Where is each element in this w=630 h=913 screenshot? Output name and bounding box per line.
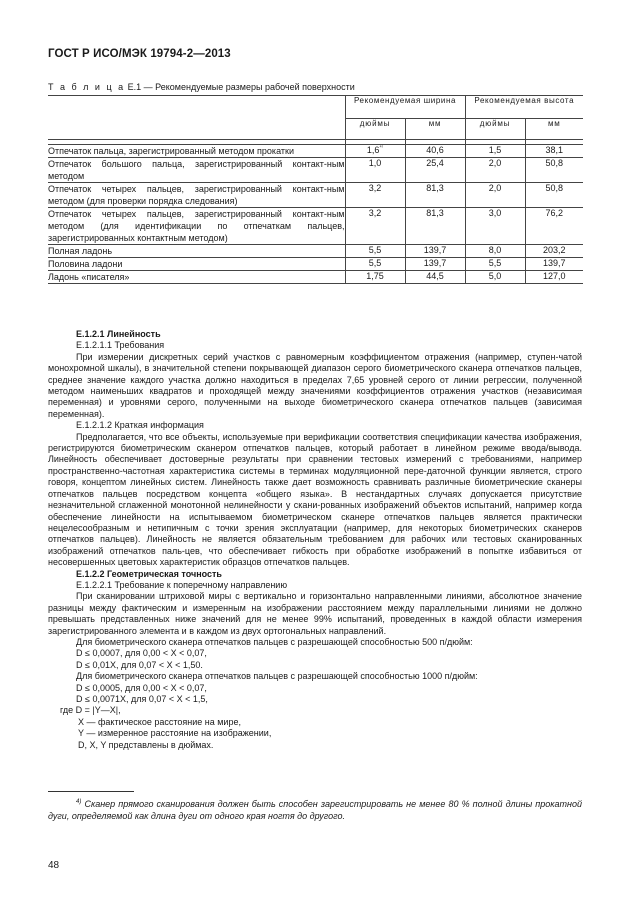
formula-line: D ≤ 0,0005, для 0,00 < X < 0,07,	[76, 682, 207, 693]
unit-header: дюймы	[345, 119, 405, 140]
height-mm: 50,8	[525, 183, 583, 208]
table-row	[48, 245, 583, 258]
width-mm: 81,3	[405, 183, 465, 208]
document-header: ГОСТ Р ИСО/МЭК 19794-2—2013	[48, 48, 231, 60]
width-mm: 25,4	[405, 158, 465, 183]
table-caption	[48, 82, 355, 92]
footnote-mark: 4)	[76, 799, 82, 805]
formula-line: D ≤ 0,0071X, для 0,07 < X < 1,5,	[76, 694, 208, 704]
table-row	[48, 271, 583, 284]
unit-header: мм	[405, 119, 465, 140]
row-description: Отпечаток пальца, зарегистрированный методом прокатки	[48, 145, 345, 158]
page-number: 48	[48, 860, 60, 871]
table-row	[48, 158, 583, 183]
width-inches: 3,2	[345, 208, 405, 245]
unit-header: мм	[525, 119, 583, 140]
paragraph: Предполагается, что все объекты, используемые при верификации соответствия спецификации качества изображения, регистрируются биометрическим сканером отпечатков пальцев, который работает в линейном режиме ввода/вывода. Линейность обеспечивает достоверные результаты при сравнении тестовых измерений с требованиями, например пространственно-частотная характеристика системы в терминах модуляционной пере-даточной функции является, строго говоря, концептом линейных систем. Линейность также дает возможность сравнивать различные биометрические сканеры отпечатков пальцев посредством концепта «общего языка». В нестандартных случаях допускается присутствие незначительной сглаженной монотонной нелинейности у скани-рованных изображений объектов испытаний, например когда обеспечение линейности на испытываемом биометрическом сканере отпечатков пальцев является практически нецелесообразным и нетипичным с точки зрения эксплуатации (например, для некоторых биометрических сканеров отпечатков пальцев). Линейность не является обязательным требованием для рабочих или тестовых сканированных изображений отпечатков паль-цев, что обеспечивает гибкость при обработке изображений в попытке избавиться от несовершенных цветовых характеристик образцов отпечатков пальцев.	[48, 431, 582, 568]
formula-line: D ≤ 0,01X, для 0,07 < X < 1,50.	[76, 659, 203, 670]
width-inches: 5,5	[345, 258, 405, 271]
height-mm: 76,2	[525, 208, 583, 245]
height-inches: 2,0	[465, 158, 525, 183]
table-header-blank	[48, 96, 345, 140]
section-heading: Е.1.2.1 Линейность	[76, 329, 161, 339]
unit-header: дюймы	[465, 119, 525, 140]
row-description: Отпечаток четырех пальцев, зарегистрированный контакт-ным методом (для проверки порядка следования)	[48, 184, 345, 206]
section-heading: Е.1.2.2 Геометрическая точность	[76, 568, 222, 579]
formula-line: где D = |Y—X|,	[60, 705, 121, 716]
footnote-text: Сканер прямого сканирования должен быть способен зарегистрировать не менее 80 % полной длины прокатной дуги, определяемой как длина дуги от одного края ногтя до другого.	[48, 799, 582, 821]
table-row	[48, 258, 583, 271]
subsection-heading: Е.1.2.1.2 Краткая информация	[76, 420, 204, 431]
formula-line: D, X, Y представлены в дюймах.	[78, 739, 214, 750]
width-inches: 3,2	[345, 183, 405, 208]
row-description: Ладонь «писателя»	[48, 271, 345, 284]
footnote-divider	[48, 791, 134, 792]
width-inches: 5,5	[345, 245, 405, 258]
table-body	[48, 145, 583, 284]
header-width: Рекомендуемая ширина	[345, 96, 465, 119]
width-mm: 44,5	[405, 271, 465, 284]
height-inches: 8,0	[465, 245, 525, 258]
height-inches: 5,0	[465, 271, 525, 284]
height-inches: 3,0	[465, 208, 525, 245]
table-row	[48, 145, 583, 158]
header-height: Рекомендуемая высота	[465, 96, 583, 119]
width-inches: 1,6$^{^{4)}}$	[345, 145, 405, 158]
height-inches: 1,5	[465, 145, 525, 158]
height-mm: 50,8	[525, 158, 583, 183]
row-description: Половина ладони	[48, 258, 345, 271]
formula-line: Для биометрического сканера отпечатков пальцев с разрешающей способностью 1000 п/дюйм:	[76, 671, 478, 682]
table-caption-prefix: Т а б л и ц а	[48, 82, 126, 92]
subsection-heading: Е.1.2.1.1 Требования	[76, 340, 165, 351]
dimensions-table	[48, 95, 583, 284]
width-inches: 1,75	[345, 271, 405, 284]
paragraph: При сканировании штриховой миры с вертикально и горизонтально направленными линиями, абсолютное значение разницы между фактическим и измеренным на изображении расстоянием между параллельными линиями не должно превышать представленных ниже значений для не менее 99% испытаний, проведенных в каждой области измерения зарегистрированного элемента и в каждом из двух ортогональных направлений.	[48, 591, 582, 636]
width-mm: 139,7	[405, 245, 465, 258]
row-description: Отпечаток четырех пальцев, зарегистрированный контакт-ным методом (для идентификации по отпечаткам пальцев, зарегистрированных контактным методом)	[48, 209, 345, 243]
row-description: Отпечаток большого пальца, зарегистрированный контакт-ным методом	[48, 159, 345, 181]
width-mm: 40,6	[405, 145, 465, 158]
height-mm: 38,1	[525, 145, 583, 158]
height-mm: 139,7	[525, 258, 583, 271]
table-row	[48, 208, 583, 245]
width-mm: 81,3	[405, 208, 465, 245]
paragraph: При измерении дискретных серий участков с равномерным коэффициентом отражения (например, ступен-чатой монохромной шкалы), в значительной степени покрывающей диапазон серого биометрического сканера отпечатков пальцев, среднее значение каждого участка должно находиться в пределах 7,65 уровней серого от линии регрессии, полученной методом наименьших квадратов и проходящей между значениями коэффициентов отражения участков (независимая переменная) и уровнями серого, полученными на выходе биометрического сканера отпечатков пальцев (зависимая переменная).	[48, 351, 582, 419]
height-mm: 203,2	[525, 245, 583, 258]
formula-line: Y — измеренное расстояние на изображении,	[78, 728, 272, 739]
width-mm: 139,7	[405, 258, 465, 271]
table-caption-text: Е.1 — Рекомендуемые размеры рабочей поверхности	[125, 82, 355, 92]
subsection-heading: Е.1.2.2.1 Требование к поперечному направлению	[76, 579, 288, 590]
row-description: Полная ладонь	[48, 245, 345, 258]
height-inches: 2,0	[465, 183, 525, 208]
footnote-reference: ⁴⁾	[379, 145, 384, 151]
formula-line: Для биометрического сканера отпечатков пальцев с разрешающей способностью 500 п/дюйм:	[76, 636, 473, 647]
table-header-row	[48, 96, 583, 119]
formula-line: X — фактическое расстояние на мире,	[78, 716, 241, 727]
width-inches: 1,0	[345, 158, 405, 183]
body-text	[48, 329, 582, 751]
footnote	[48, 796, 582, 822]
formula-line: D ≤ 0,0007, для 0,00 < X < 0,07,	[76, 648, 207, 659]
height-inches: 5,5	[465, 258, 525, 271]
height-mm: 127,0	[525, 271, 583, 284]
table-row	[48, 183, 583, 208]
